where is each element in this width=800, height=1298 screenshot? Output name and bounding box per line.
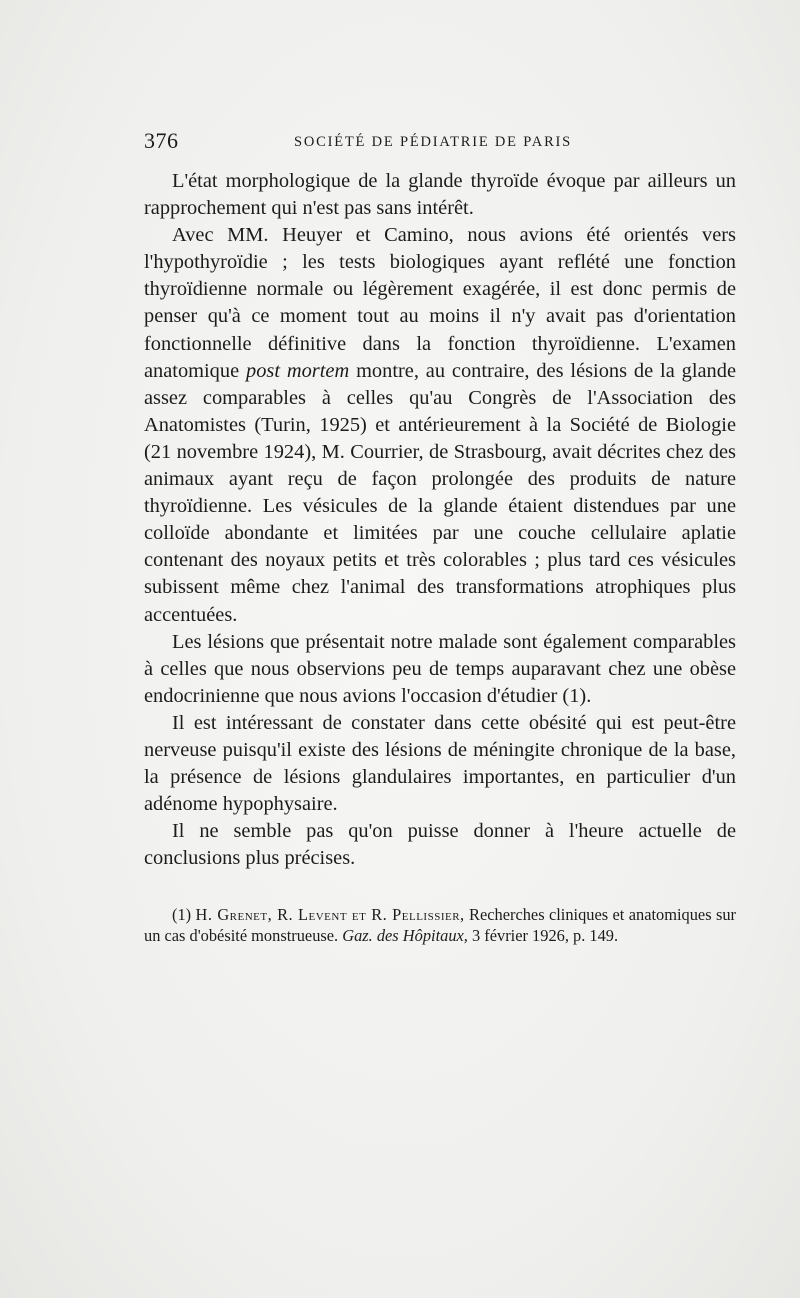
footnote-authors: H. Grenet, R. Levent et R. Pellissier, [195,905,465,924]
running-head: SOCIÉTÉ DE PÉDIATRIE DE PARIS [294,134,573,150]
paragraph-2-start: Avec MM. Heuyer et Camino, nous avions été orientés vers l'hypothyroïdie ; les tests biologiques ayant reflété une fonction thyroïdienne normale ou légèrement exagérée, il est donc permis de penser qu'à ce moment tout au moins il n'y avait pas d'orientation fonctionnelle définitive dans la fonction thyroïdienne. L'examen anatomique [144,224,736,382]
footnote-journal: Gaz. des Hôpitaux, [342,926,468,945]
paragraph-4: Il est intéressant de constater dans cette obésité qui est peut-être nerveuse puisqu'il existe des lésions de méningite chronique de la base, la présence de lésions glandulaires importantes, en particulier d'un adénome hypophysaire. [144,711,736,816]
footnote-title: Recherches cliniques et anatomiques sur un cas d'obésité monstrueuse. [144,905,736,945]
footnote-date: 3 février 1926, p. 149. [467,926,619,945]
paragraph-2 [144,222,736,628]
page-header [144,128,736,158]
paragraph-2-end: montre, au contraire, des lésions de la glande assez comparables à celles qu'au Congrès de l'Association des Anatomistes (Turin, 1925) et antérieurement à la Société de Biologie (21 novembre 1924), M. Courrier, de Strasbourg, avait décrites chez des animaux ayant reçu de façon prolongée des produits de nature thyroïdienne. Les vésicules de la glande étaient distendues par une colloïde abondante et limitées par une couche cellulaire aplatie contenant des noyaux petits et très colorables ; plus tard ces vésicules subissent même chez l'animal des transformations atrophiques plus accentuées. [144,359,736,626]
footnote-1 [144,904,736,946]
paragraph-3: Les lésions que présentait notre malade sont également comparables à celles que nous observions peu de temps auparavant chez une obèse endocrinienne que nous avions l'occasion d'étudier (1). [144,630,736,707]
body-text [144,168,736,872]
footnotes [144,904,736,946]
paragraph-1: L'état morphologique de la glande thyroïde évoque par ailleurs un rapprochement qui n'est pas sans intérêt. [144,170,736,220]
page-number: 376 [144,128,179,153]
footnote-marker: (1) [172,905,196,924]
paragraph-2-italic: post mortem [246,359,350,382]
paragraph-5: Il ne semble pas qu'on puisse donner à l'heure actuelle de conclusions plus précises. [144,820,736,870]
